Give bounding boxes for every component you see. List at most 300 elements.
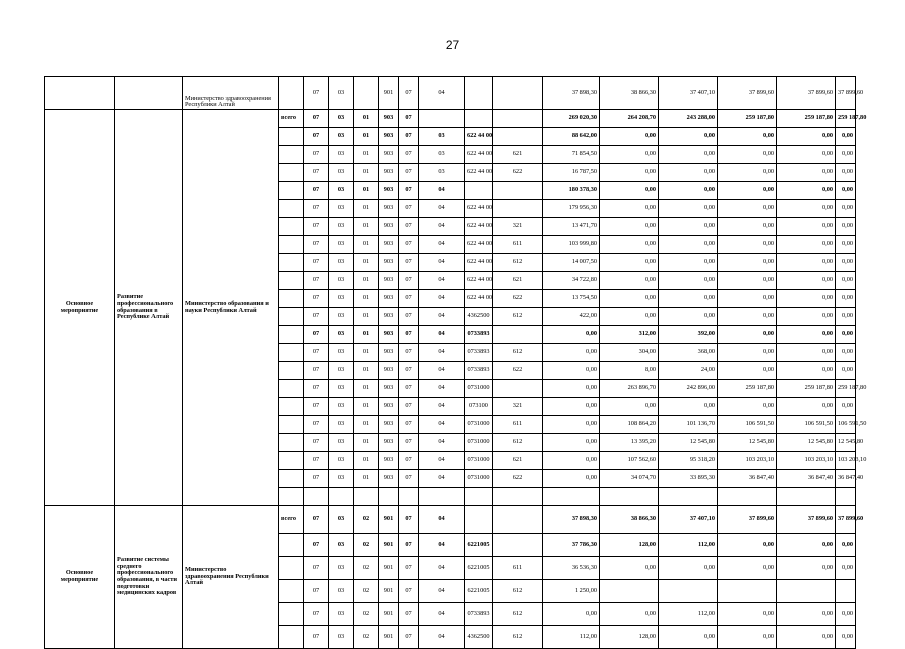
code-cell: 04: [419, 557, 465, 580]
amount-cell: 14 007,50: [543, 254, 600, 272]
amount-cell: 0,00: [659, 236, 718, 254]
amount-cell: 0,00: [718, 236, 777, 254]
code-cell: 03: [329, 254, 354, 272]
amount-cell: [600, 580, 659, 603]
amount-cell: 0,00: [600, 182, 659, 200]
amount-cell: 24,00: [659, 362, 718, 380]
amount-cell: 0,00: [777, 200, 836, 218]
code-cell: 03: [329, 603, 354, 626]
code-cell: 903: [379, 398, 399, 416]
code-cell: 07: [304, 580, 329, 603]
code-cell: 04: [419, 416, 465, 434]
code-cell: 0733893: [465, 344, 493, 362]
code-cell: 04: [419, 272, 465, 290]
amount-cell: 0,00: [718, 290, 777, 308]
code-cell: [465, 506, 493, 534]
amount-cell: [777, 488, 836, 506]
amount-cell: 108 864,20: [600, 416, 659, 434]
code-cell: 621: [493, 272, 543, 290]
code-cell: 07: [399, 626, 419, 649]
amount-cell: 392,00: [659, 326, 718, 344]
code-cell: 04: [419, 398, 465, 416]
amount-cell: 0,00: [777, 308, 836, 326]
code-cell: 07: [399, 254, 419, 272]
amount-cell: 0,00: [836, 557, 856, 580]
amount-cell: 269 020,30: [543, 110, 600, 128]
amount-cell: 0,00: [718, 218, 777, 236]
amount-cell: 13 754,50: [543, 290, 600, 308]
row-label-cell: [279, 603, 304, 626]
amount-cell: 37 898,30: [543, 506, 600, 534]
amount-cell: 37 899,60: [718, 77, 777, 110]
code-cell: 07: [399, 146, 419, 164]
code-cell: 622 44 00: [465, 146, 493, 164]
name-cell: [115, 77, 183, 110]
code-cell: 01: [354, 146, 379, 164]
code-cell: 903: [379, 236, 399, 254]
code-cell: 03: [329, 326, 354, 344]
amount-cell: 259 187,80: [718, 110, 777, 128]
amount-cell: 263 896,70: [600, 380, 659, 398]
amount-cell: 34 074,70: [600, 470, 659, 488]
amount-cell: [718, 488, 777, 506]
code-cell: 01: [354, 164, 379, 182]
amount-cell: 0,00: [659, 164, 718, 182]
amount-cell: 0,00: [777, 182, 836, 200]
row-label-cell: всего: [279, 110, 304, 128]
amount-cell: 0,00: [777, 557, 836, 580]
amount-cell: 37 899,60: [836, 506, 856, 534]
amount-cell: [659, 580, 718, 603]
amount-cell: 128,00: [600, 626, 659, 649]
code-cell: 04: [419, 580, 465, 603]
amount-cell: 37 898,30: [543, 77, 600, 110]
code-cell: 07: [304, 362, 329, 380]
code-cell: 03: [329, 308, 354, 326]
code-cell: 073100: [465, 398, 493, 416]
code-cell: 07: [304, 326, 329, 344]
amount-cell: 312,00: [600, 326, 659, 344]
amount-cell: 0,00: [718, 272, 777, 290]
code-cell: 622: [493, 362, 543, 380]
amount-cell: 0,00: [600, 603, 659, 626]
amount-cell: 0,00: [543, 470, 600, 488]
amount-cell: 259 187,80: [836, 110, 856, 128]
code-cell: 04: [419, 534, 465, 557]
code-cell: 901: [379, 603, 399, 626]
amount-cell: 0,00: [836, 146, 856, 164]
page-number: 27: [445, 38, 460, 52]
code-cell: [493, 77, 543, 110]
amount-cell: 368,00: [659, 344, 718, 362]
code-cell: 07: [304, 603, 329, 626]
code-cell: 07: [399, 128, 419, 146]
code-cell: 07: [304, 506, 329, 534]
code-cell: 07: [399, 77, 419, 110]
amount-cell: 243 288,00: [659, 110, 718, 128]
amount-cell: 0,00: [659, 308, 718, 326]
amount-cell: 13 395,20: [600, 434, 659, 452]
amount-cell: 0,00: [836, 200, 856, 218]
code-cell: 01: [354, 416, 379, 434]
amount-cell: 0,00: [718, 182, 777, 200]
code-cell: 321: [493, 218, 543, 236]
row-label-cell: [279, 290, 304, 308]
code-cell: 03: [329, 182, 354, 200]
code-cell: 07: [304, 218, 329, 236]
code-cell: 903: [379, 290, 399, 308]
code-cell: 612: [493, 308, 543, 326]
amount-cell: 0,00: [836, 626, 856, 649]
amount-cell: 0,00: [543, 434, 600, 452]
row-label-cell: [279, 380, 304, 398]
amount-cell: 0,00: [600, 290, 659, 308]
row-label-cell: [279, 218, 304, 236]
row-label-cell: [279, 326, 304, 344]
amount-cell: 0,00: [777, 290, 836, 308]
code-cell: 07: [399, 344, 419, 362]
amount-cell: 0,00: [836, 344, 856, 362]
row-label-cell: [279, 344, 304, 362]
amount-cell: 0,00: [659, 557, 718, 580]
code-cell: 03: [329, 290, 354, 308]
code-cell: 07: [304, 200, 329, 218]
code-cell: 01: [354, 452, 379, 470]
amount-cell: 0,00: [777, 398, 836, 416]
row-label-cell: [279, 434, 304, 452]
amount-cell: 0,00: [659, 254, 718, 272]
amount-cell: 0,00: [543, 344, 600, 362]
code-cell: 03: [329, 398, 354, 416]
code-cell: 0733893: [465, 603, 493, 626]
code-cell: 07: [399, 164, 419, 182]
code-cell: 03: [329, 362, 354, 380]
amount-cell: 0,00: [718, 362, 777, 380]
code-cell: 01: [354, 398, 379, 416]
code-cell: 07: [304, 110, 329, 128]
amount-cell: 259 187,80: [777, 110, 836, 128]
amount-cell: 0,00: [659, 182, 718, 200]
row-label-cell: [279, 557, 304, 580]
code-cell: 612: [493, 580, 543, 603]
amount-cell: 0,00: [659, 218, 718, 236]
amount-cell: 0,00: [718, 128, 777, 146]
code-cell: 01: [354, 272, 379, 290]
amount-cell: 0,00: [659, 200, 718, 218]
code-cell: 903: [379, 344, 399, 362]
code-cell: 0731000: [465, 452, 493, 470]
amount-cell: 0,00: [777, 164, 836, 182]
amount-cell: 304,00: [600, 344, 659, 362]
budget-table: [44, 76, 867, 649]
code-cell: 6221005: [465, 534, 493, 557]
amount-cell: 0,00: [718, 308, 777, 326]
amount-cell: 0,00: [600, 272, 659, 290]
code-cell: 612: [493, 254, 543, 272]
code-cell: 07: [304, 452, 329, 470]
code-cell: 07: [399, 557, 419, 580]
code-cell: 01: [354, 218, 379, 236]
code-cell: 07: [304, 434, 329, 452]
code-cell: 622 44 00: [465, 254, 493, 272]
amount-cell: [718, 580, 777, 603]
amount-cell: 101 136,70: [659, 416, 718, 434]
amount-cell: 179 956,30: [543, 200, 600, 218]
amount-cell: 71 854,50: [543, 146, 600, 164]
amount-cell: 37 899,60: [777, 506, 836, 534]
code-cell: 03: [329, 470, 354, 488]
code-cell: 07: [304, 182, 329, 200]
name-cell: Развитие профессионального образования в Республике Алтай: [115, 110, 183, 506]
row-label-cell: [279, 272, 304, 290]
row-label-cell: [279, 308, 304, 326]
row-label-cell: [279, 128, 304, 146]
code-cell: 903: [379, 110, 399, 128]
amount-cell: 0,00: [777, 362, 836, 380]
amount-cell: 0,00: [600, 146, 659, 164]
code-cell: 04: [419, 77, 465, 110]
code-cell: 0731000: [465, 434, 493, 452]
amount-cell: 0,00: [718, 326, 777, 344]
amount-cell: 37 786,30: [543, 534, 600, 557]
code-cell: 01: [354, 110, 379, 128]
amount-cell: 0,00: [600, 398, 659, 416]
amount-cell: 0,00: [718, 146, 777, 164]
table-row: [45, 77, 856, 110]
amount-cell: 0,00: [777, 146, 836, 164]
code-cell: 321: [493, 398, 543, 416]
amount-cell: 0,00: [600, 218, 659, 236]
amount-cell: 0,00: [718, 626, 777, 649]
amount-cell: 0,00: [718, 164, 777, 182]
amount-cell: 0,00: [836, 603, 856, 626]
code-cell: 01: [354, 254, 379, 272]
code-cell: 903: [379, 218, 399, 236]
amount-cell: 0,00: [836, 128, 856, 146]
code-cell: 02: [354, 580, 379, 603]
row-label-cell: [279, 580, 304, 603]
code-cell: 622 44 00: [465, 218, 493, 236]
code-cell: 03: [329, 434, 354, 452]
amount-cell: 0,00: [600, 200, 659, 218]
code-cell: 04: [419, 308, 465, 326]
row-label-cell: [279, 254, 304, 272]
code-cell: 622 44 00: [465, 128, 493, 146]
code-cell: [304, 488, 329, 506]
code-cell: 903: [379, 308, 399, 326]
code-cell: 903: [379, 128, 399, 146]
amount-cell: 259 187,80: [777, 380, 836, 398]
code-cell: 07: [399, 416, 419, 434]
amount-cell: 112,00: [543, 626, 600, 649]
code-cell: 07: [399, 380, 419, 398]
code-cell: [465, 182, 493, 200]
code-cell: 0731000: [465, 380, 493, 398]
code-cell: 07: [399, 580, 419, 603]
amount-cell: 0,00: [543, 362, 600, 380]
code-cell: 07: [304, 290, 329, 308]
amount-cell: 264 208,70: [600, 110, 659, 128]
code-cell: 01: [354, 308, 379, 326]
amount-cell: 0,00: [836, 164, 856, 182]
code-cell: [493, 200, 543, 218]
code-cell: 02: [354, 557, 379, 580]
code-cell: [493, 506, 543, 534]
amount-cell: 0,00: [543, 380, 600, 398]
code-cell: 04: [419, 603, 465, 626]
code-cell: 03: [329, 344, 354, 362]
amount-cell: 107 562,60: [600, 452, 659, 470]
code-cell: 07: [304, 164, 329, 182]
code-cell: 07: [399, 506, 419, 534]
code-cell: 621: [493, 452, 543, 470]
amount-cell: 12 545,80: [659, 434, 718, 452]
code-cell: 07: [304, 416, 329, 434]
code-cell: 07: [304, 470, 329, 488]
amount-cell: [777, 580, 836, 603]
amount-cell: 0,00: [543, 398, 600, 416]
code-cell: 04: [419, 236, 465, 254]
code-cell: 07: [399, 398, 419, 416]
amount-cell: 0,00: [777, 344, 836, 362]
executor-cell: Министерство здравоохранения Республики Алтай: [183, 506, 279, 649]
code-cell: 02: [354, 603, 379, 626]
code-cell: [379, 488, 399, 506]
code-cell: 611: [493, 416, 543, 434]
code-cell: 611: [493, 236, 543, 254]
amount-cell: 0,00: [836, 236, 856, 254]
code-cell: 02: [354, 534, 379, 557]
code-cell: 903: [379, 380, 399, 398]
code-cell: 4362500: [465, 626, 493, 649]
code-cell: 622: [493, 470, 543, 488]
amount-cell: 0,00: [600, 128, 659, 146]
row-label-cell: [279, 452, 304, 470]
amount-cell: 12 545,80: [718, 434, 777, 452]
code-cell: 03: [329, 534, 354, 557]
code-cell: 03: [329, 580, 354, 603]
code-cell: 03: [329, 557, 354, 580]
amount-cell: 0,00: [659, 272, 718, 290]
code-cell: 03: [329, 416, 354, 434]
amount-cell: 0,00: [718, 200, 777, 218]
code-cell: 07: [304, 128, 329, 146]
amount-cell: 0,00: [777, 626, 836, 649]
code-cell: 04: [419, 434, 465, 452]
amount-cell: 0,00: [777, 236, 836, 254]
amount-cell: 0,00: [836, 290, 856, 308]
amount-cell: 128,00: [600, 534, 659, 557]
amount-cell: 0,00: [836, 182, 856, 200]
code-cell: 07: [399, 326, 419, 344]
amount-cell: 0,00: [659, 398, 718, 416]
code-cell: 01: [354, 326, 379, 344]
row-label-cell: [279, 362, 304, 380]
code-cell: [493, 488, 543, 506]
code-cell: 04: [419, 626, 465, 649]
code-cell: 901: [379, 580, 399, 603]
code-cell: 621: [493, 146, 543, 164]
code-cell: 01: [354, 182, 379, 200]
amount-cell: [543, 488, 600, 506]
code-cell: 6221005: [465, 580, 493, 603]
amount-cell: 16 787,50: [543, 164, 600, 182]
code-cell: 612: [493, 603, 543, 626]
amount-cell: 0,00: [600, 236, 659, 254]
amount-cell: [836, 580, 856, 603]
amount-cell: 0,00: [836, 218, 856, 236]
code-cell: 04: [419, 182, 465, 200]
code-cell: 622: [493, 164, 543, 182]
code-cell: 04: [419, 506, 465, 534]
code-cell: 07: [399, 603, 419, 626]
code-cell: 612: [493, 434, 543, 452]
code-cell: 622 44 00: [465, 272, 493, 290]
amount-cell: 0,00: [718, 557, 777, 580]
code-cell: 07: [304, 308, 329, 326]
code-cell: 07: [304, 534, 329, 557]
code-cell: 01: [354, 290, 379, 308]
code-cell: 02: [354, 626, 379, 649]
amount-cell: 12 545,80: [777, 434, 836, 452]
row-label-cell: [279, 182, 304, 200]
amount-cell: 34 722,80: [543, 272, 600, 290]
code-cell: 07: [399, 308, 419, 326]
code-cell: 6221005: [465, 557, 493, 580]
amount-cell: 0,00: [777, 218, 836, 236]
row-label-cell: [279, 470, 304, 488]
amount-cell: 0,00: [718, 603, 777, 626]
code-cell: 03: [329, 380, 354, 398]
code-cell: 07: [399, 362, 419, 380]
code-cell: 07: [399, 218, 419, 236]
amount-cell: 0,00: [836, 308, 856, 326]
code-cell: 903: [379, 182, 399, 200]
amount-cell: 0,00: [836, 254, 856, 272]
row-label-cell: [279, 77, 304, 110]
code-cell: 4362500: [465, 308, 493, 326]
amount-cell: 242 896,00: [659, 380, 718, 398]
code-cell: 0733893: [465, 326, 493, 344]
code-cell: 04: [419, 326, 465, 344]
code-cell: 622 44 00: [465, 200, 493, 218]
amount-cell: 0,00: [718, 534, 777, 557]
code-cell: 04: [419, 344, 465, 362]
code-cell: 03: [329, 452, 354, 470]
code-cell: 03: [329, 110, 354, 128]
code-cell: 03: [419, 164, 465, 182]
amount-cell: 36 847,40: [777, 470, 836, 488]
table-row: [45, 110, 856, 128]
code-cell: [329, 488, 354, 506]
amount-cell: 0,00: [777, 254, 836, 272]
code-cell: 01: [354, 200, 379, 218]
code-cell: [493, 110, 543, 128]
code-cell: 07: [304, 626, 329, 649]
executor-cell: Министерство образования и науки Республики Алтай: [183, 110, 279, 506]
code-cell: 01: [354, 470, 379, 488]
code-cell: 07: [399, 236, 419, 254]
code-cell: 07: [304, 557, 329, 580]
amount-cell: 0,00: [836, 326, 856, 344]
amount-cell: 1 250,00: [543, 580, 600, 603]
amount-cell: 106 591,50: [836, 416, 856, 434]
code-cell: 01: [354, 128, 379, 146]
amount-cell: 0,00: [659, 128, 718, 146]
code-cell: 01: [354, 362, 379, 380]
code-cell: 01: [354, 236, 379, 254]
code-cell: 07: [399, 182, 419, 200]
